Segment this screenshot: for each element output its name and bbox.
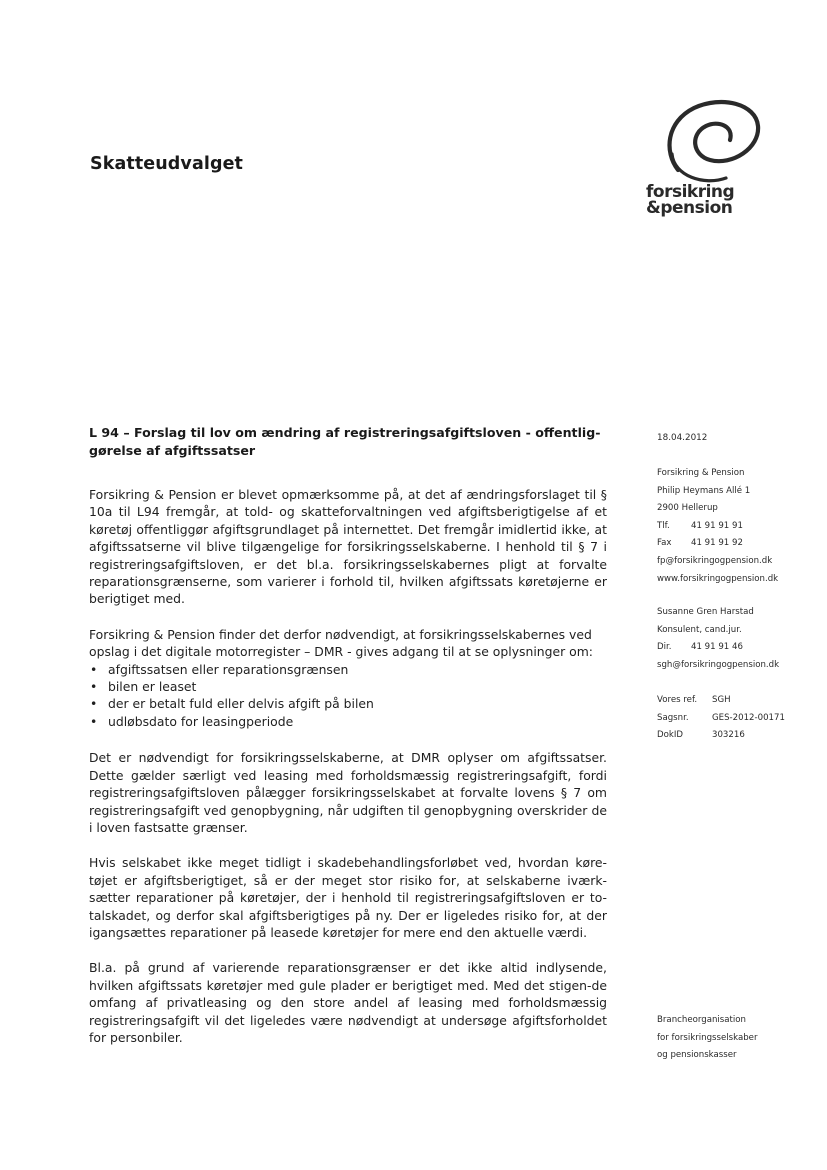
fax-label: Fax bbox=[657, 538, 672, 549]
bullet-icon: • bbox=[90, 696, 98, 712]
sender-fax-row bbox=[657, 535, 778, 553]
sender-phone-row bbox=[657, 518, 778, 536]
forsikring-pension-logo bbox=[642, 96, 782, 226]
contact-email: sgh@forsikringogpension.dk bbox=[657, 659, 780, 670]
sender-street: Philip Heymans Allé 1 bbox=[657, 485, 751, 496]
ref-value: SGH bbox=[712, 695, 731, 705]
doc-label: DokID bbox=[657, 730, 684, 741]
sender-name: Forsikring & Pension bbox=[657, 468, 745, 478]
recipient-heading: Skatteudvalget bbox=[90, 154, 244, 174]
logo-wordmark bbox=[646, 184, 734, 216]
sender-web: www.forsikringogpension.dk bbox=[657, 573, 779, 584]
direct-value: 41 91 91 46 bbox=[691, 642, 743, 653]
org-line-3: og pensionskasser bbox=[657, 1050, 737, 1061]
reference-block bbox=[657, 692, 785, 745]
contact-block bbox=[657, 604, 779, 674]
logo-line-2: &pension bbox=[646, 198, 733, 218]
org-line-2: for forsikringsselskaber bbox=[657, 1032, 758, 1043]
list-item bbox=[89, 678, 607, 695]
list-item-text: udløbsdato for leasingperiode bbox=[108, 713, 294, 729]
letter-subject bbox=[89, 424, 607, 460]
ref-row bbox=[657, 692, 785, 710]
case-value: GES-2012-00171 bbox=[712, 712, 785, 723]
list-item bbox=[89, 713, 607, 730]
sender-block bbox=[657, 465, 778, 588]
contact-name: Susanne Gren Harstad bbox=[657, 607, 754, 617]
list-item-text: der er betalt fuld eller delvis afgift på bilen bbox=[108, 696, 374, 712]
subject-line-1: L 94 – Forslag til lov om ændring af registreringsafgiftsloven - offentlig- bbox=[89, 425, 601, 440]
contact-direct-row bbox=[657, 639, 779, 657]
letter-body bbox=[89, 424, 607, 1064]
logo-line-1: forsikring bbox=[646, 182, 735, 202]
paragraph-4: Hvis selskabet ikke meget tidligt i skadebehandlingsforløbet ved, hvordan køre-tøjet er afgiftsberigtiget, så er der meget stor risiko for, at selskaberne iværk-sætter reparationer på køretøjer, der i henhold til registreringsafgiftsloven er to-talskadet, og derfor skal afgiftsberigtiges på ny. Der er ligeledes risiko for, at der igangsættes reparationer på leasede køretøjer for mere end den aktuelle værdi. bbox=[89, 855, 607, 940]
paragraph-1: Forsikring & Pension er blevet opmærksomme på, at det af ændringsforslaget til § 10a til L94 fremgår, at told- og skatteforvaltningen ved afgiftsberigtigelse af et køretøj offentliggør afgiftsgrundlaget på internettet. Det fremgår imidlertid ikke, at afgiftssatserne vil blive tilgængelige for forsikringsselskaberne. I henhold til § 7 i registreringsafgiftsloven, er det bl.a. forsikringsselskabernes pligt at forvalte reparationsgrænserne, som varierer i forhold til, hvilken afgiftssats køretøjerne er berigtiget med. bbox=[89, 487, 607, 607]
info-bullet-list bbox=[89, 661, 607, 731]
paragraph-3: Det er nødvendigt for forsikringsselskaberne, at DMR oplyser om afgiftssatser. Dette gælder særligt ved leasing med forholdsmæssig registreringsafgift, fordi registreringsafgiftsloven pålægger forsikringsselskabet at forvalte lovens § 7 om registreringsafgift ved genopbygning, når udgiften til genopbygning overskrider de i loven fastsatte grænser. bbox=[89, 750, 607, 835]
ref-label: Vores ref. bbox=[657, 695, 698, 705]
case-row bbox=[657, 710, 785, 728]
logo-swirl-icon bbox=[660, 96, 764, 188]
direct-label: Dir. bbox=[657, 642, 672, 653]
bullet-icon: • bbox=[90, 713, 98, 729]
phone-label: Tlf. bbox=[657, 520, 670, 531]
sender-city: 2900 Hellerup bbox=[657, 503, 718, 514]
list-item bbox=[89, 695, 607, 712]
letter-date: 18.04.2012 bbox=[657, 433, 708, 443]
case-label: Sagsnr. bbox=[657, 712, 689, 723]
subject-line-2: gørelse af afgiftssatser bbox=[89, 443, 256, 458]
bullet-icon: • bbox=[90, 679, 98, 695]
fax-value: 41 91 91 92 bbox=[691, 538, 743, 549]
doc-value: 303216 bbox=[712, 730, 745, 741]
paragraph-5: Bl.a. på grund af varierende reparationsgrænser er det ikke altid indlysende, hvilken afgiftssats køretøjer med gule plader er berigtiget med. Med det stigen-de omfang af privatleasing og den store andel af leasing med forholdsmæssig registreringsafgift vil det ligeledes være nødvendigt at undersøge afgiftsforholdet for personbiler. bbox=[89, 960, 607, 1045]
sender-email: fp@forsikringogpension.dk bbox=[657, 555, 773, 566]
phone-value: 41 91 91 91 bbox=[691, 520, 743, 531]
list-item bbox=[89, 661, 607, 678]
org-line-1: Brancheorganisation bbox=[657, 1015, 747, 1025]
contact-title: Konsulent, cand.jur. bbox=[657, 624, 742, 635]
bullet-icon: • bbox=[90, 661, 98, 677]
list-item-text: afgiftssatsen eller reparationsgrænsen bbox=[108, 661, 349, 677]
organisation-tagline bbox=[657, 1012, 758, 1065]
paragraph-2: Forsikring & Pension finder det derfor nødvendigt, at forsikringsselskabernes ved opslag i det digitale motorregister – DMR - gives adgang til at se oplysninger om: bbox=[89, 626, 593, 660]
doc-row bbox=[657, 727, 785, 745]
list-item-text: bilen er leaset bbox=[108, 679, 197, 695]
